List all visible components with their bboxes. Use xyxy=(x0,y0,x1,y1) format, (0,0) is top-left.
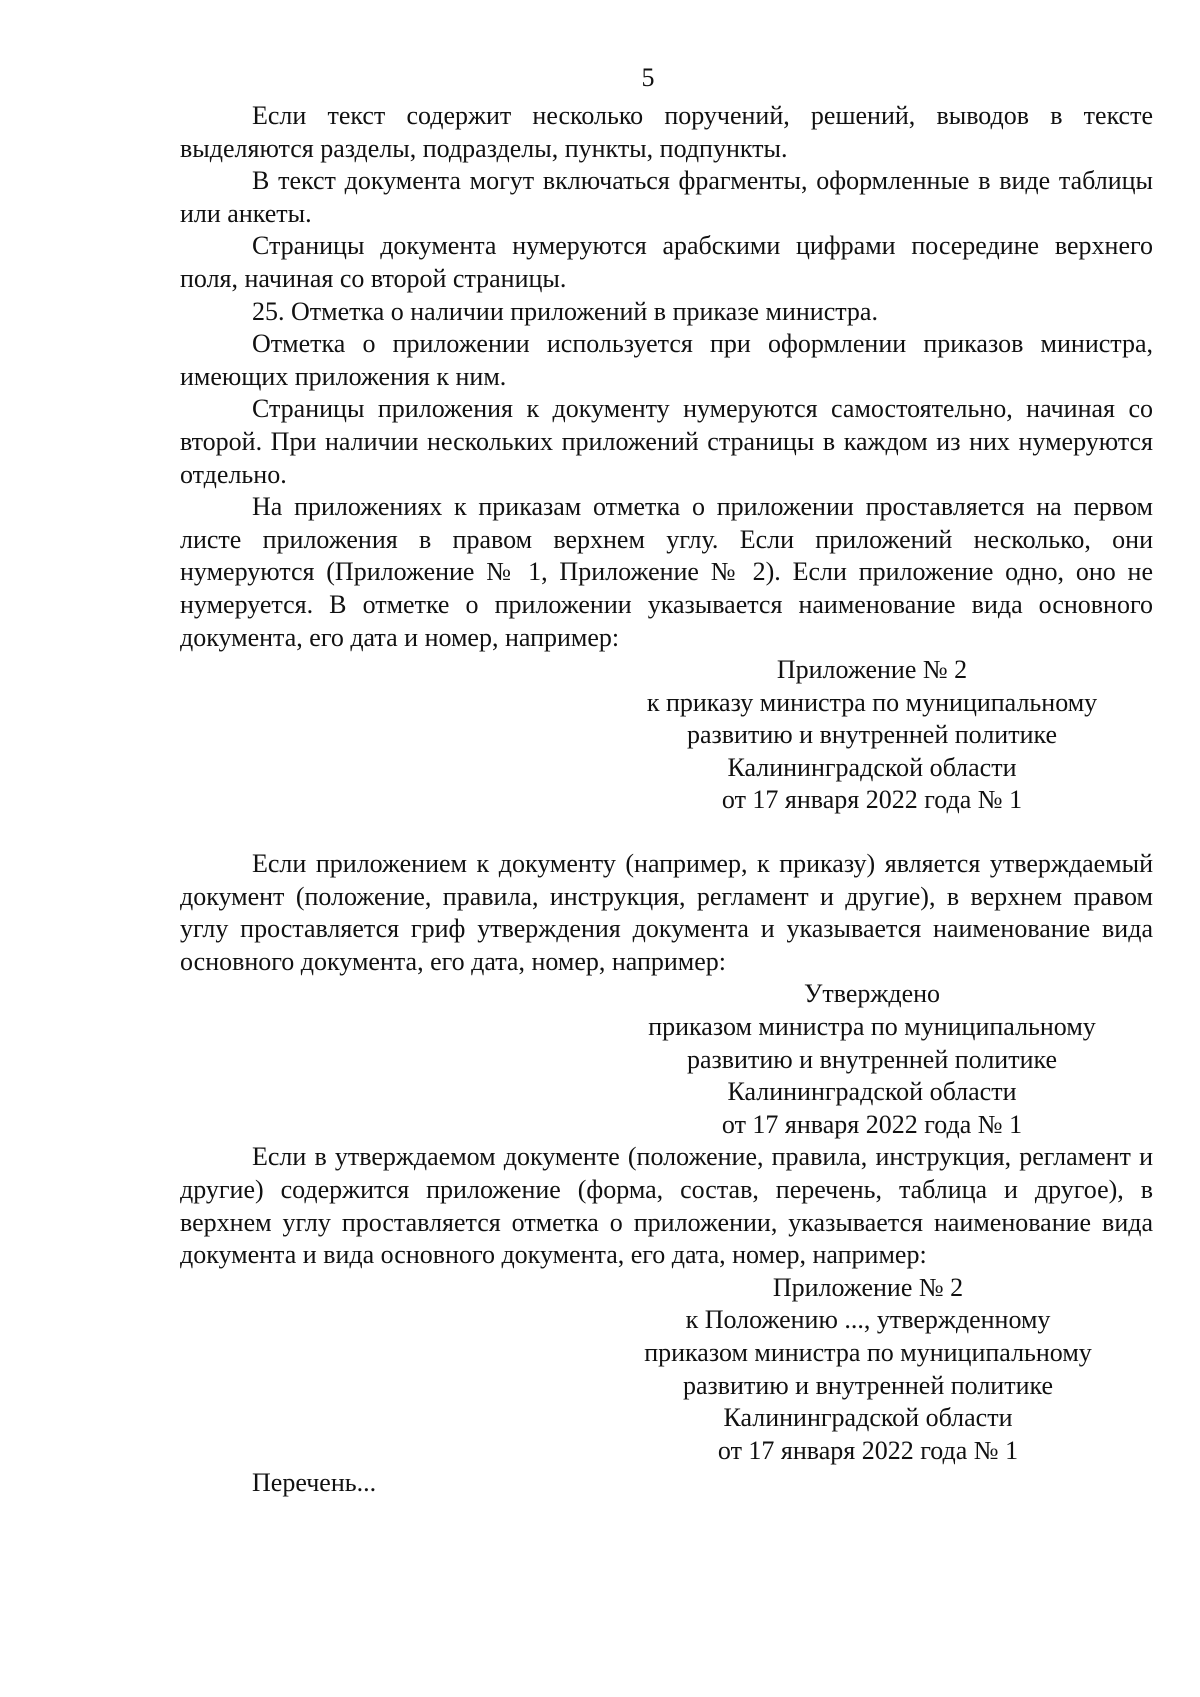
paragraph: Если приложением к документу (например, к приказу) является утверждаемый документ (положение, правила, инструкция, регламент и другие), в верхнем правом углу проставляется гриф утверждения документа и указывается наименование вида основного документа, его дата, номер, например: xyxy=(180,849,1153,976)
stamp-line: Приложение № 2 xyxy=(776,655,968,685)
stamp-line: развитию и внутренней политике xyxy=(686,720,1058,750)
paragraph: Если в утверждаемом документе (положение, правила, инструкция, регламент и другие) содержится приложение (форма, состав, перечень, таблица и другое), в верхнем углу проставляется отметка о приложении, указывается наименование вида документа и вида основного документа, его дата, номер, например: xyxy=(180,1142,1153,1270)
stamp-line: приказом министра по муниципальному xyxy=(644,1337,1092,1367)
stamp-line: Калининградской области xyxy=(727,752,1017,782)
stamp-line: от 17 января 2022 года № 1 xyxy=(721,785,1023,815)
stamp-line: Приложение № 2 xyxy=(772,1272,964,1302)
stamp-line: Утверждено xyxy=(803,979,941,1009)
document-body xyxy=(180,100,1153,1500)
closing-line: Перечень... xyxy=(252,1468,377,1498)
appendix-mark-example xyxy=(624,654,1120,817)
stamp-line: Калининградской области xyxy=(727,1077,1017,1107)
stamp-line: от 17 января 2022 года № 1 xyxy=(721,1109,1023,1139)
stamp-line: Калининградской области xyxy=(723,1403,1013,1433)
paragraph: Отметка о приложении используется при оформлении приказов министра, имеющих приложения к ним. xyxy=(180,329,1153,391)
section-heading: 25. Отметка о наличии приложений в приказе министра. xyxy=(252,296,878,326)
stamp-line: от 17 января 2022 года № 1 xyxy=(717,1435,1019,1465)
paragraph: В текст документа могут включаться фрагменты, оформленные в виде таблицы или анкеты. xyxy=(180,166,1153,228)
page-number: 5 xyxy=(641,63,655,92)
paragraph: Страницы приложения к документу нумеруются самостоятельно, начиная со второй. При наличии нескольких приложений страницы в каждом из них нумеруются отдельно. xyxy=(180,394,1153,489)
stamp-line: развитию и внутренней политике xyxy=(686,1044,1058,1074)
stamp-line: приказом министра по муниципальному xyxy=(648,1012,1096,1042)
paragraph: На приложениях к приказам отметка о приложении проставляется на первом листе приложения в правом верхнем углу. Если приложений несколько, они нумеруются (Приложение № 1, Приложение № 2). Если приложение одно, оно не нумеруется. В отметке о приложении указывается наименование вида основного документа, его дата и номер, например: xyxy=(180,492,1153,652)
paragraph: Если текст содержит несколько поручений, решений, выводов в тексте выделяются разделы, подразделы, пункты, подпункты. xyxy=(180,101,1153,163)
stamp-line: развитию и внутренней политике xyxy=(682,1370,1054,1400)
nested-appendix-mark-example xyxy=(620,1272,1116,1468)
spacer xyxy=(180,817,1153,848)
stamp-line: к Положению ..., утвержденному xyxy=(685,1305,1051,1335)
approval-stamp-example xyxy=(624,978,1120,1141)
paragraph: Страницы документа нумеруются арабскими цифрами посередине верхнего поля, начиная со второй страницы. xyxy=(180,231,1153,293)
stamp-line: к приказу министра по муниципальному xyxy=(646,687,1098,717)
